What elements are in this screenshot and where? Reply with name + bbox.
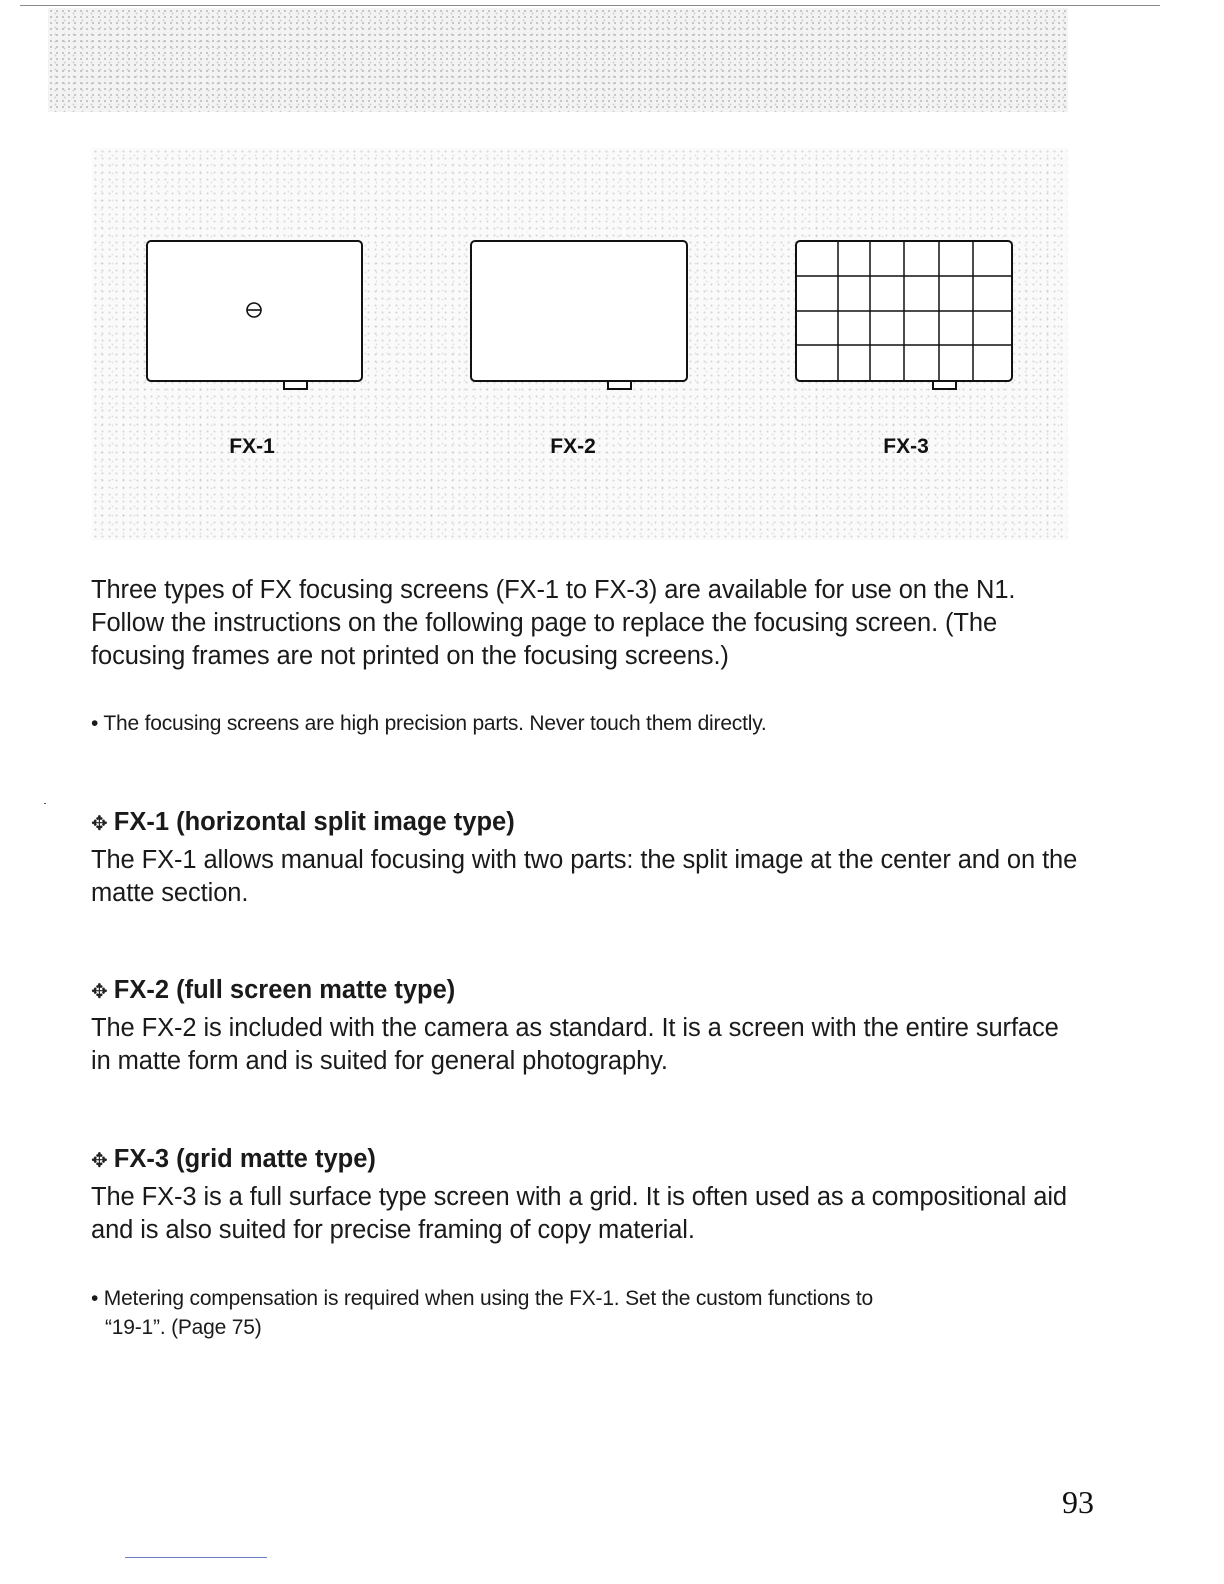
intro-block [91,574,1081,673]
final-note-block [91,1284,1081,1342]
page-number: 93 [1062,1484,1094,1520]
final-note-line: • Metering compensation is required when using the FX-1. Set the custom functions to [91,1287,873,1310]
fx1-label: FX-1 [229,435,275,458]
section-heading-text: FX-1 (horizontal split image type) [113,808,515,836]
intro-paragraph: Three types of FX focusing screens (FX-1 to FX-3) are available for use on the N1. Follow the instructions on the following page to replace the focusing screen. (The focusing frames are not printed on the focusing screens.) [91,576,1016,670]
section-heading [91,1143,1081,1178]
focusing-screens-figure [0,0,1224,560]
section-heading [91,974,1081,1009]
diamond-bullet-icon: ✥ [91,1150,108,1172]
diamond-bullet-icon: ✥ [91,813,108,835]
intro-note-block [91,709,1081,738]
diamond-bullet-icon: ✥ [91,981,108,1003]
intro-note: • The focusing screens are high precision parts. Never touch them directly. [91,712,767,735]
fx2-screen-diagram [471,241,687,389]
fx1-screen-diagram [147,241,362,389]
section-heading [91,806,1081,841]
scan-mark [44,803,46,804]
section-body: The FX-2 is included with the camera as standard. It is a screen with the entire surface in matte form and is suited for general photography. [91,1014,1059,1075]
final-note-line: “19-1”. (Page 75) [105,1316,262,1339]
section-fx1 [91,806,1081,910]
section-heading-text: FX-3 (grid matte type) [113,1145,376,1173]
fx3-label: FX-3 [883,435,929,458]
section-body: The FX-3 is a full surface type screen with a grid. It is often used as a compositional aid and is also suited for precise framing of copy material. [91,1183,1067,1244]
section-fx3 [91,1143,1081,1247]
fx2-label: FX-2 [550,435,596,458]
section-body: The FX-1 allows manual focusing with two parts: the split image at the center and on the matte section. [91,846,1078,907]
section-fx2 [91,974,1081,1078]
section-heading-text: FX-2 (full screen matte type) [113,976,456,1004]
footer-rule [125,1557,267,1558]
